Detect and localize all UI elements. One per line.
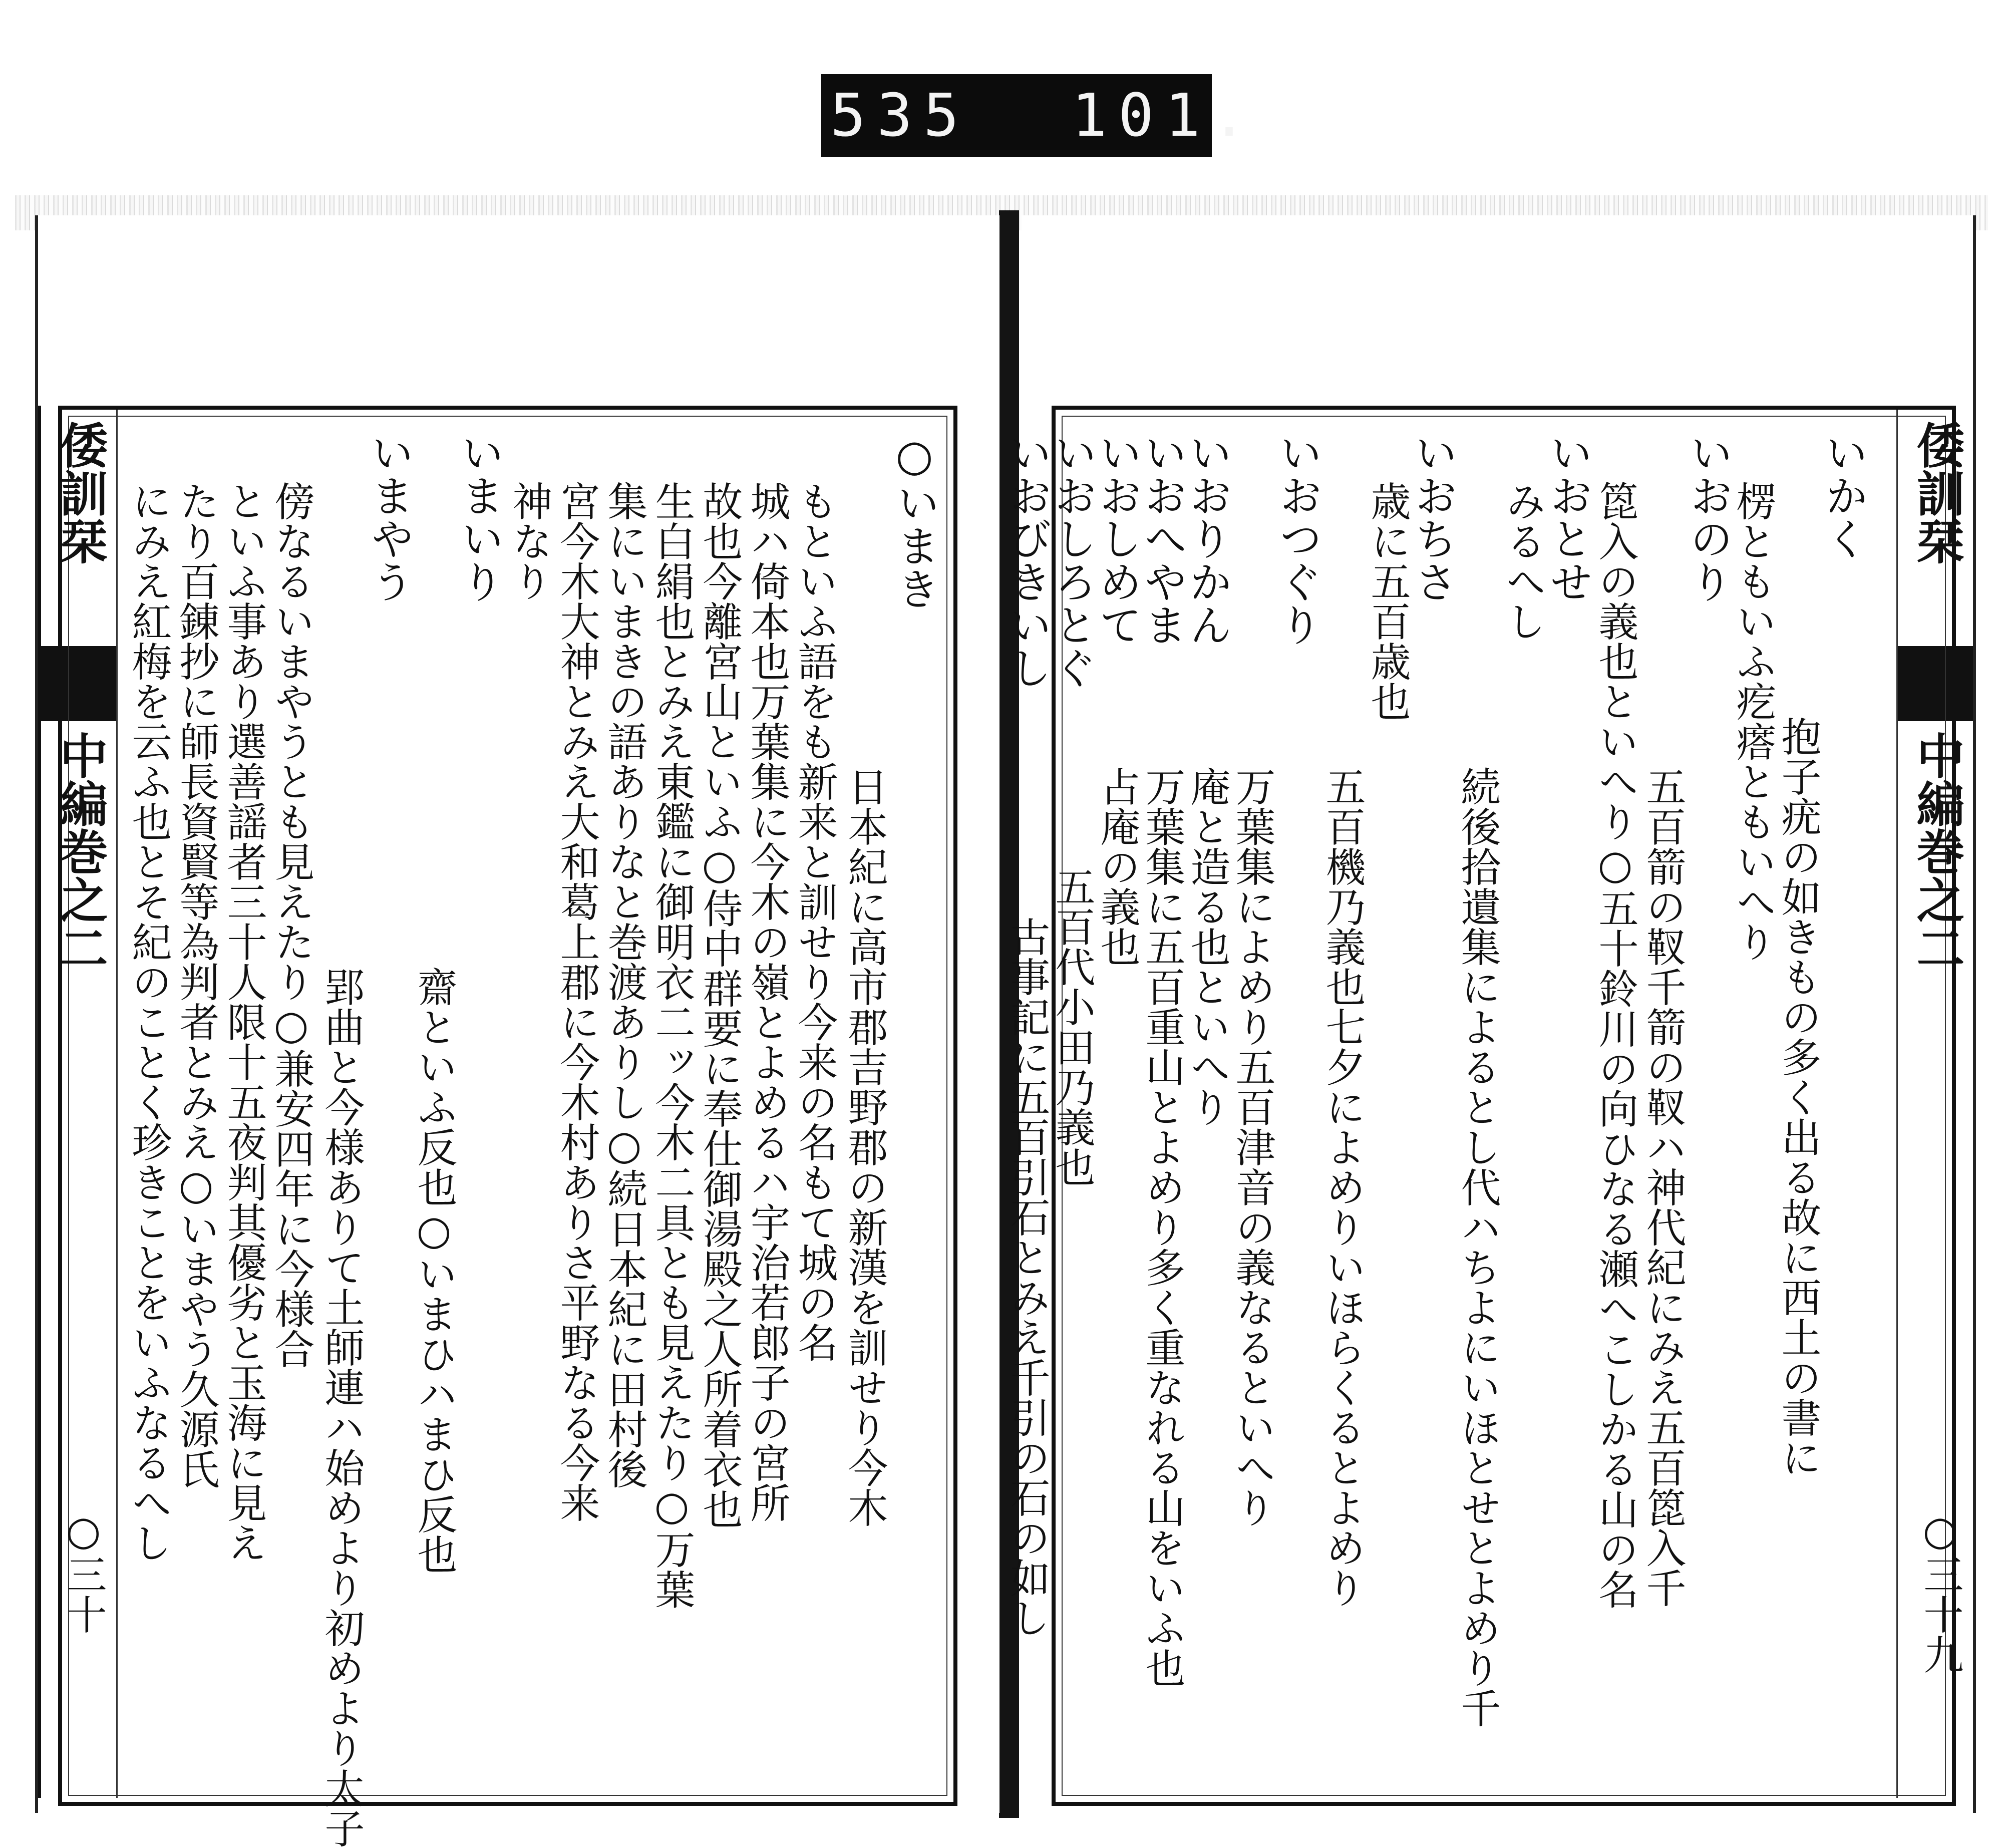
text-column: 郢曲と今様ありて土師連ハ始めより初めより太子	[318, 967, 365, 1848]
text-column: 万葉集に五百重山とよめり多く重なれる山をいふ也	[1139, 766, 1185, 1688]
left-margin-section: 中編巻之二	[52, 731, 109, 972]
headword: いおしろとぐ	[1047, 431, 1097, 689]
headword: いおちさ	[1407, 431, 1457, 603]
text-column: 五百代小田乃義也	[1049, 866, 1095, 1187]
right-page	[1002, 215, 1976, 1813]
headword: いまいり	[454, 431, 504, 603]
headword: いおへやま	[1137, 431, 1187, 646]
headword: いおびきいし	[1002, 431, 1052, 689]
text-column: もといふ語をも新来と訓せり今来の名もて城の名	[791, 481, 838, 1362]
left-margin-folio: ○三十	[60, 1507, 107, 1634]
text-column: 五百箭の靫千箭の靫ハ神代紀にみえ五百箆入千	[1639, 766, 1686, 1608]
headword: いおとせ	[1542, 431, 1592, 603]
text-column: 五百機乃義也七夕によめりいほらくるとよめり	[1319, 766, 1366, 1608]
text-column: みるへし	[1499, 481, 1546, 641]
text-column: 楞ともいふ疙瘩ともいへり	[1730, 481, 1776, 962]
text-column: 故也今離宮山といふ○侍中群要に奉仕御湯殿之人所着衣也	[696, 481, 743, 1529]
right-margin-section: 中編巻之二	[1909, 731, 1965, 972]
text-column: 生白絹也とみえ東鑑に御明衣二ッ今木二具とも見えたり○万葉	[648, 481, 695, 1609]
text-column: 占庵の義也	[1094, 766, 1140, 967]
text-column: にみえ紅梅を云ふ也とそ紀のことく珍きことをいふなるへし	[125, 481, 172, 1563]
text-column: 庵と造る也といへり	[1184, 766, 1230, 1127]
headword: いまやう	[364, 431, 414, 603]
text-column: 神なり	[506, 481, 552, 601]
text-column: 集にいまきの語ありなと巻渡ありし○続日本紀に田村後	[601, 481, 647, 1489]
text-column: 歳に五百歳也	[1364, 481, 1411, 721]
text-column: 城ハ倚本也万葉集に今木の嶺とよめるハ宇治若郎子の宮所	[744, 481, 790, 1522]
text-column: 抱子疣の如きもの多く出る故に西土の書に	[1775, 716, 1821, 1477]
right-margin-folio: ○三十九	[1917, 1507, 1963, 1674]
headword: ○いまき	[889, 431, 939, 610]
archive-label-number-right: 101.	[1072, 81, 1258, 150]
text-column: 続後拾遺集によるとし代ハちよにいほとせとよめり千	[1454, 766, 1501, 1728]
headword: いかく	[1818, 431, 1868, 560]
headword: いおしめて	[1092, 431, 1142, 646]
text-column: 宮今木大神とみえ大和葛上郡に今木村ありさ平野なる今来	[553, 481, 600, 1522]
headword: いおつぐり	[1272, 431, 1322, 646]
text-column: 齋といふ反也○いまひハまひ反也	[411, 967, 457, 1574]
text-column: たり百錬抄に師長資賢等為判者とみえ○いまやう久源氏	[173, 481, 219, 1489]
left-page	[35, 215, 999, 1848]
archive-label-number-left: 535	[830, 81, 970, 150]
text-column: 古事記に五百引石とみえ千引の石の如し	[1004, 916, 1050, 1638]
headword: いおのり	[1683, 431, 1733, 603]
text-column: といふ事あり選善謡者三十人限十五夜判其優劣と玉海に見え	[220, 481, 267, 1563]
book-spread	[15, 195, 1988, 1848]
text-column: 傍なるいまやうとも見えたり○兼安四年に今様合	[268, 481, 314, 1369]
right-margin-title: 倭訓栞	[1909, 421, 1965, 565]
text-column: 箆入の義也といへり○五十鈴川の向ひなる瀬へこしかる山の名	[1592, 481, 1638, 1609]
left-margin-title: 倭訓栞	[52, 421, 109, 565]
archive-label-plate	[821, 74, 1258, 157]
headword: いおりかん	[1182, 431, 1232, 646]
text-column: 日本紀に高市郡吉野郡の新漢を訓せり今木	[841, 766, 888, 1527]
text-column: 万葉集によめり五百津音の義なるといへり	[1229, 766, 1275, 1527]
